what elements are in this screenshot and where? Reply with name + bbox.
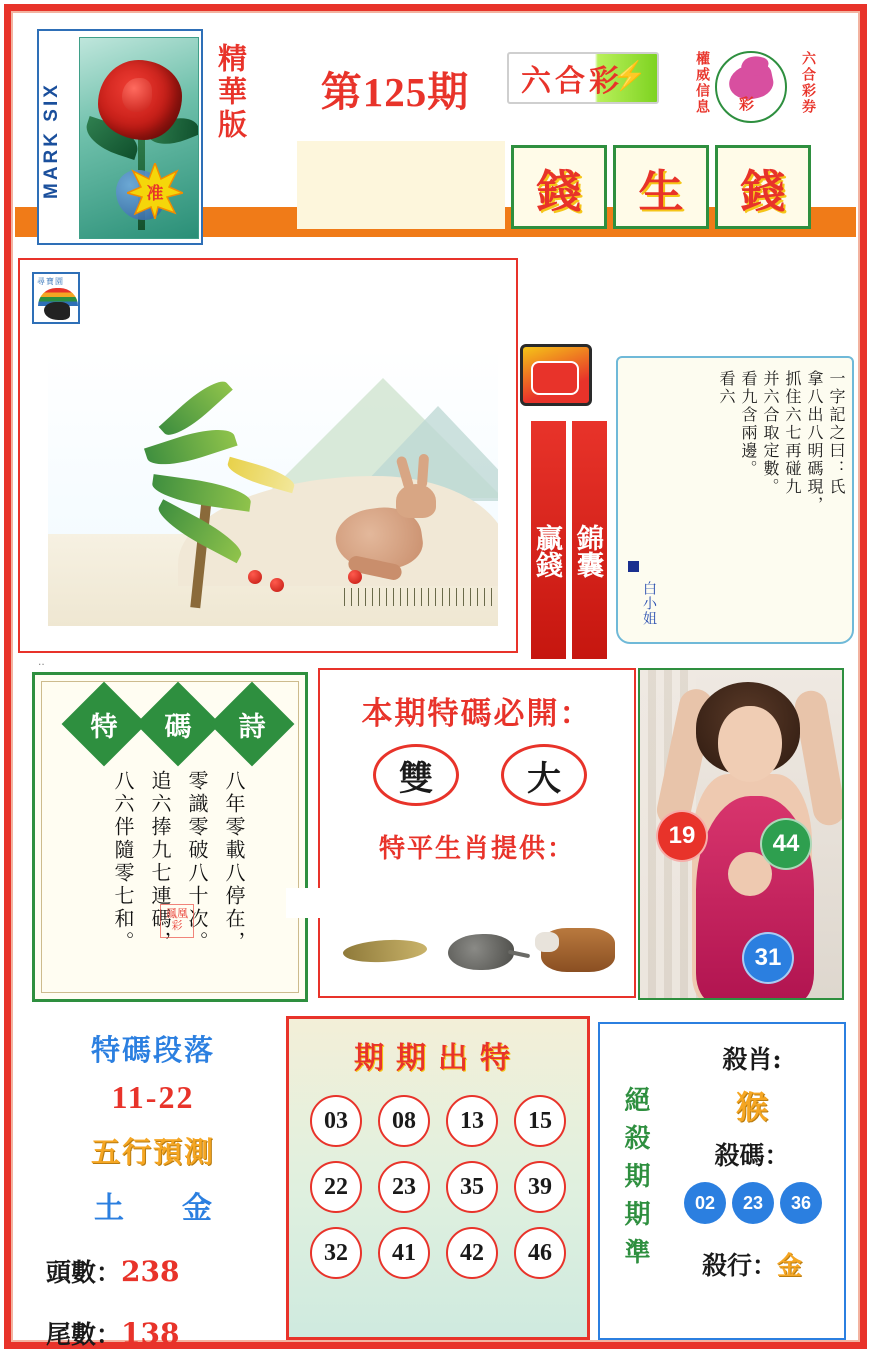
prediction-panel <box>318 668 636 998</box>
cherry-icon <box>270 578 284 592</box>
accuracy-starburst <box>127 163 183 219</box>
scroll-column: 抓住六七再碰九 <box>783 370 802 496</box>
grid-number: 32 <box>310 1227 362 1279</box>
dove-logo-text: 彩 <box>739 96 755 113</box>
slogan-box: 生 <box>613 145 709 229</box>
header-banner <box>15 15 856 237</box>
slogan-boxes <box>511 145 811 229</box>
kill-code-label: 殺碼： <box>714 1141 790 1170</box>
kill-code-ball: 23 <box>732 1182 774 1224</box>
poem-stamp: 鳳凰彩 <box>160 904 194 938</box>
signature-marker <box>628 561 639 572</box>
bird-icon <box>44 302 70 320</box>
scroll-column: 看九含兩邊。 <box>739 370 758 478</box>
rabbit-head-shape <box>396 484 436 518</box>
prediction-oval: 大 <box>501 744 587 806</box>
diamond-label: 特 <box>90 711 118 743</box>
grid-number: 35 <box>446 1161 498 1213</box>
prediction-title: 本期特碼必開： <box>361 696 593 732</box>
poem-column: 零識零破八十次。 <box>185 770 209 954</box>
scroll-column: 并六合取定數。 <box>761 370 780 496</box>
special-code-poem-panel <box>32 672 308 1002</box>
section-title: 特碼段落 <box>90 1033 215 1067</box>
cream-blank-bar <box>297 141 505 229</box>
decorative-dots: .. <box>38 654 45 668</box>
prediction-oval: 雙 <box>373 744 459 806</box>
blank-patch <box>286 888 338 918</box>
liuhecai-logo <box>507 52 659 104</box>
kill-element-label: 殺行： <box>701 1251 777 1280</box>
rose-icon <box>98 60 182 140</box>
snake-icon <box>341 918 427 980</box>
numbers-grid <box>302 1095 574 1279</box>
grid-title: 期期出特 <box>354 1041 522 1076</box>
issue-title: 第125期 <box>320 69 470 115</box>
kill-code-ball: 36 <box>780 1182 822 1224</box>
kill-element-row <box>662 1246 842 1282</box>
grid-number: 41 <box>378 1227 430 1279</box>
grid-number: 15 <box>514 1095 566 1147</box>
slogan-box: 錢 <box>715 145 811 229</box>
grid-number: 08 <box>378 1095 430 1147</box>
grass-shape <box>338 588 498 606</box>
section-range: 11-22 <box>111 1079 195 1115</box>
grid-number: 46 <box>514 1227 566 1279</box>
poem-columns <box>56 770 302 992</box>
grid-number: 23 <box>378 1161 430 1213</box>
poem-inner-frame <box>41 681 299 993</box>
scroll-signature: 白小姐 <box>642 581 658 626</box>
kill-code-ball: 02 <box>684 1182 726 1224</box>
five-elements-title: 五行預測 <box>90 1135 215 1169</box>
lottery-ball: 31 <box>742 932 794 984</box>
prediction-ovals <box>360 744 600 808</box>
lucky-scroll-panel <box>520 340 858 658</box>
grid-number: 42 <box>446 1227 498 1279</box>
liuhecai-logo-text: 六合彩 <box>521 64 623 99</box>
face-shape <box>718 706 782 782</box>
poem-column: 八年零載八停在， <box>222 770 246 954</box>
starburst-label: 准 <box>146 183 164 203</box>
prediction-subtitle: 特平生肖提供： <box>378 834 575 864</box>
red-banner-column: 贏錢 <box>530 420 567 660</box>
diamond-label: 詩 <box>238 711 266 743</box>
rat-icon <box>438 918 524 980</box>
red-banner <box>530 420 608 660</box>
red-banner-column: 錦囊 <box>571 420 608 660</box>
poem-title-diamond <box>62 682 147 767</box>
grid-number: 13 <box>446 1095 498 1147</box>
element-value: 土 <box>94 1191 124 1226</box>
zodiac-animal-row <box>336 906 626 980</box>
kill-panel <box>598 1022 846 1340</box>
cherry-icon <box>348 570 362 584</box>
poem-column: 八六伴隨零七和。 <box>111 770 135 954</box>
kill-zodiac-label: 殺肖: <box>722 1045 782 1074</box>
authority-info-label: 權威信息 <box>695 51 711 115</box>
poem-title-diamond <box>136 682 221 767</box>
head-number-row <box>28 1253 278 1289</box>
numbers-grid-panel <box>286 1016 590 1340</box>
rabbit-landscape-drawing <box>48 348 498 626</box>
special-code-section-panel <box>28 1020 278 1350</box>
tail-number-value: 138 <box>121 1317 180 1350</box>
lottery-ticket-label: 六合彩券 <box>801 51 817 115</box>
lottery-ball: 19 <box>656 810 708 862</box>
grid-number: 39 <box>514 1161 566 1213</box>
poem-title-diamonds <box>58 694 298 758</box>
lightning-icon: ⚡ <box>612 60 647 91</box>
treasure-garden-badge <box>32 272 80 324</box>
tail-number-label: 尾數： <box>46 1320 122 1349</box>
gift-box-icon <box>520 344 592 406</box>
rat-shape <box>448 934 514 970</box>
five-elements-values <box>28 1183 278 1227</box>
mark-six-label: MARK SIX <box>41 82 62 200</box>
kill-code-balls <box>662 1182 844 1224</box>
kill-zodiac-value: 猴 <box>735 1088 768 1126</box>
slogan-box: 錢 <box>511 145 607 229</box>
cherry-icon <box>248 570 262 584</box>
ox-shape <box>541 928 615 972</box>
kill-element-value: 金 <box>777 1251 803 1280</box>
poem-title-diamond <box>210 682 295 767</box>
scroll-column: 看六 <box>717 370 736 406</box>
badge-label: 尋寶園 <box>37 277 64 286</box>
model-photo-panel <box>638 668 844 1000</box>
element-value: 金 <box>182 1191 212 1226</box>
scroll-column: 拿八出八明碼現， <box>805 370 824 514</box>
head-number-label: 頭數： <box>46 1258 122 1287</box>
blank-strip <box>320 878 528 908</box>
ox-icon <box>535 918 621 980</box>
kill-slogan: 絕殺期期準 <box>620 1086 650 1276</box>
grid-number: 03 <box>310 1095 362 1147</box>
scroll-column: 一字記之曰：氏 <box>827 370 846 496</box>
lottery-ball: 44 <box>760 818 812 870</box>
tail-number-row <box>28 1315 278 1351</box>
scroll-paper <box>616 356 854 644</box>
dove-logo <box>715 51 787 123</box>
edition-label: 精華版 <box>214 43 248 142</box>
grid-number: 22 <box>310 1161 362 1213</box>
diamond-label: 碼 <box>164 711 192 743</box>
snake-shape <box>342 936 428 967</box>
illustration-panel <box>18 258 518 653</box>
scroll-text <box>628 370 846 582</box>
head-number-value: 238 <box>121 1255 180 1288</box>
poem-column: 追六捧九七連碼， <box>148 770 172 954</box>
